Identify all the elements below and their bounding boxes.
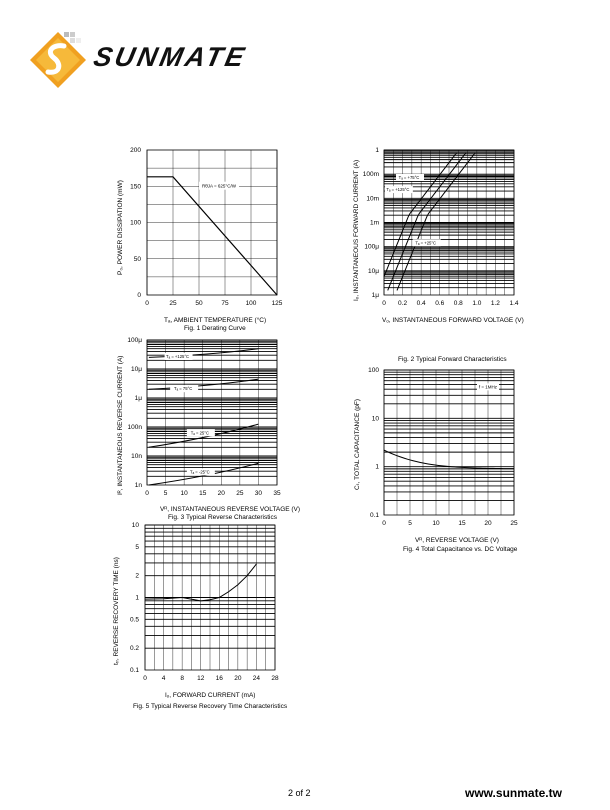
fig1-chart [125,145,290,310]
x-tick-label: 1.0 [472,300,482,307]
x-tick-label: 125 [271,300,283,307]
curve-label-125c: Tₐ = +125°C [166,353,190,359]
x-tick-label: 10 [432,520,440,527]
y-tick-label: 0.1 [369,512,379,519]
x-tick-label: 24 [252,675,261,682]
curve-25c [397,153,475,290]
fig1-ylabel: P₀, POWER DISSIPATION (mW) [117,180,124,275]
brand-logo-icon [28,30,88,92]
x-tick-label: 15 [458,520,466,527]
y-tick-label: 1 [375,147,379,154]
x-tick-label: 25 [169,300,177,307]
y-tick-label: 10 [371,415,379,423]
x-tick-label: 12 [197,675,205,682]
y-tick-label: 1n [134,482,142,489]
curve-label-75c: Tₐ = 75°C [174,386,193,392]
y-tick-label: 10 [131,522,139,529]
fig3-xlabel: Vᴿ, INSTANTANEOUS REVERSE VOLTAGE (V) [160,506,301,513]
x-tick-label: 16 [215,675,223,682]
y-tick-label: 0.2 [129,645,139,653]
fig5-ylabel: tᵣᵣ, REVERSE RECOVERY TIME (ns) [113,557,120,665]
y-tick-label: 100μ [364,243,379,251]
curve-label-75c: Tₐ = +75°C [398,175,420,180]
y-tick-label: 1m [369,219,379,227]
curve-label-25c: Tₐ = 25°C [190,430,209,436]
x-tick-label: 10 [180,490,188,497]
x-tick-label: 20 [217,490,225,497]
x-tick-label: 8 [180,675,184,682]
x-tick-label: 75 [221,300,229,307]
brand-logo-text: SUNMATE [90,42,250,72]
fig4-caption: Fig. 4 Total Capacitance vs. DC Voltage [403,546,518,553]
x-tick-label: 0 [382,300,386,307]
x-tick-label: 15 [199,490,207,497]
y-tick-label: 150 [130,183,141,191]
x-tick-label: 20 [484,520,492,527]
y-tick-label: 100n [127,424,142,431]
fig4-chart [362,365,527,530]
x-tick-label: 20 [234,675,242,682]
y-tick-label: 1μ [371,292,379,299]
fig5-caption: Fig. 5 Typical Reverse Recovery Time Characteristics [133,703,288,710]
y-tick-label: 10μ [368,267,379,275]
x-tick-label: 25 [510,520,518,527]
y-tick-label: 100m [362,171,379,179]
fig3-caption: Fig. 3 Typical Reverse Characteristics [168,514,277,521]
x-tick-label: 5 [408,520,412,527]
fig2-xlabel: Vₒ, INSTANTANEOUS FORWARD VOLTAGE (V) [382,317,524,324]
fig2-chart [362,145,527,310]
x-tick-label: 0 [145,490,149,497]
x-tick-label: 0 [145,300,149,307]
fig2-ylabel: Iₒ, INSTANTANEOUS FORWARD CURRENT (A) [353,159,360,301]
page-number: 2 of 2 [288,788,311,798]
y-tick-label: 50 [133,255,141,263]
y-tick-label: 10n [131,453,142,460]
curve-label-125c: Tₐ = +125°C [386,187,410,193]
website-link[interactable]: www.sunmate.tw [465,786,562,800]
fig3-chart [125,335,290,500]
y-tick-label: 2 [135,572,139,580]
y-tick-label: 100μ [127,337,142,344]
fig5-xlabel: Iₒ, FORWARD CURRENT (mA) [165,692,256,699]
x-tick-label: 0 [143,675,147,682]
fig2-caption: Fig. 2 Typical Forward Characteristics [398,356,507,363]
curve-75c [388,153,466,290]
y-tick-label: 0.5 [129,616,139,624]
fig5-chart [125,520,290,685]
x-tick-label: 30 [254,490,263,497]
x-tick-label: 1.4 [509,300,519,307]
fig4-xlabel: Vᴿ, REVERSE VOLTAGE (V) [415,537,499,544]
y-tick-label: 0 [137,292,141,299]
x-tick-label: 0.4 [416,300,426,307]
y-tick-label: 10m [366,195,379,203]
x-tick-label: 25 [236,490,244,497]
annotation-label: f = 1MHz [478,384,498,390]
x-tick-label: 35 [273,490,281,497]
curve-label-minus25c: Tₐ = -25°C [190,469,210,475]
x-tick-label: 28 [271,675,279,682]
y-tick-label: 100 [130,219,141,227]
x-tick-label: 5 [163,490,168,497]
x-tick-label: 1.2 [490,300,500,307]
y-tick-label: 10μ [131,366,142,373]
curve-label-25c: Tₐ = +25°C [415,240,437,246]
x-tick-label: 100 [245,300,257,307]
y-tick-label: 1μ [134,395,142,402]
y-tick-label: 5 [135,543,139,551]
fig1-xlabel: Tₐ, AMBIENT TEMPERATURE (°C) [164,317,267,324]
x-tick-label: 0 [382,520,386,527]
fig3-ylabel: Iᴿ, INSTANTANEOUS REVERSE CURRENT (A) [117,355,124,495]
derating-curve [147,177,277,295]
y-tick-label: 0.1 [129,667,139,674]
y-tick-label: 1 [375,463,379,471]
fig4-ylabel: Cₜ, TOTAL CAPACITANCE (pF) [354,398,361,490]
annotation-label: RθJA = 625°C/W [202,183,236,189]
fig1-caption: Fig. 1 Derating Curve [184,325,246,332]
x-tick-label: 50 [195,300,203,307]
x-tick-label: 0.8 [453,300,463,307]
x-tick-label: 0.2 [398,300,408,307]
x-tick-label: 4 [161,675,166,682]
x-tick-label: 0.6 [435,300,445,307]
y-tick-label: 200 [130,147,141,154]
y-tick-label: 100 [368,367,379,374]
y-tick-label: 1 [135,594,139,602]
